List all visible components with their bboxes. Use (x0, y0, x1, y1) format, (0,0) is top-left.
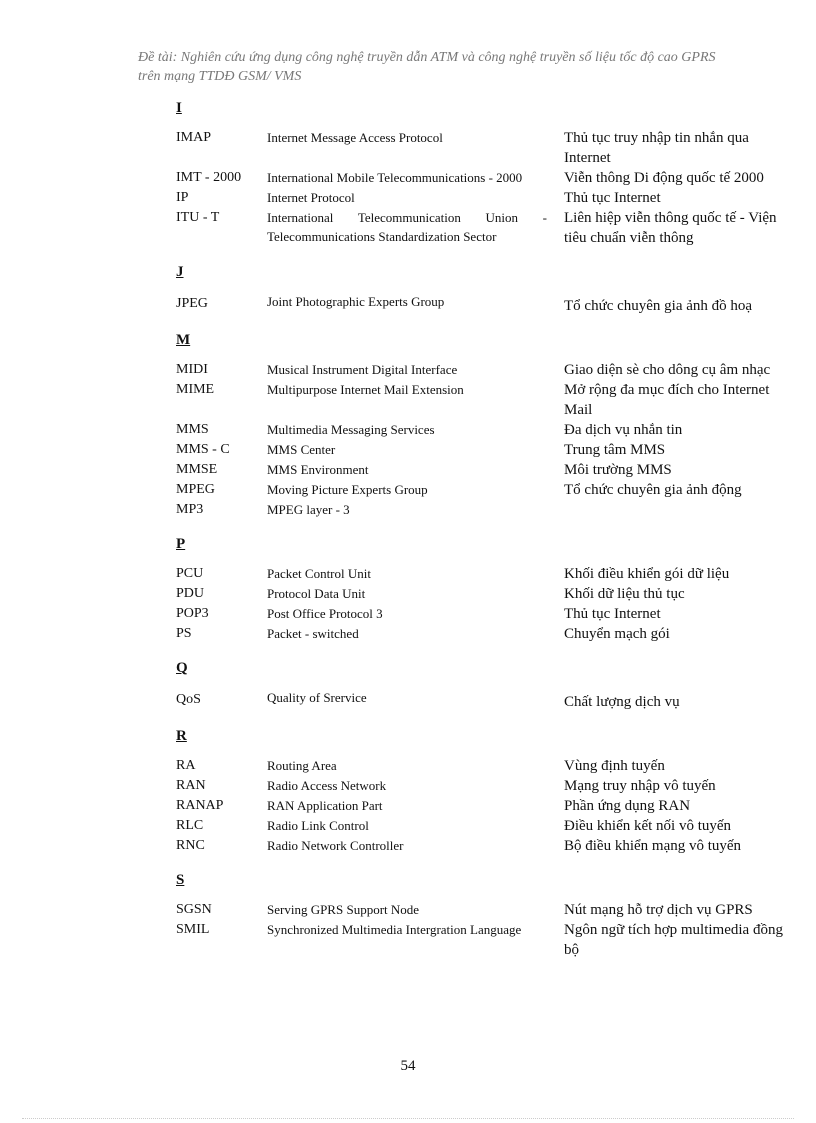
abbreviation: MMSE (176, 462, 218, 477)
vietnamese-term: Thủ tục Internet (564, 190, 661, 206)
english-term: Packet - switched (267, 626, 359, 641)
vietnamese-term: Tổ chức chuyên gia ảnh động (564, 482, 742, 498)
abbreviation: MMS (176, 422, 209, 437)
section-spacer (176, 316, 796, 330)
vietnamese-term: Chất lượng dịch vụ (564, 694, 680, 710)
abbreviation: RANAP (176, 798, 224, 813)
vietnamese-term: Mở rộng đa mục đích cho Internet Mail (564, 382, 770, 418)
glossary-entry (176, 604, 796, 624)
abbreviation: SGSN (176, 902, 212, 917)
glossary-entry (176, 380, 796, 420)
vietnamese-term: Liên hiệp viễn thông quốc tế - Viện tiêu chuẩn viễn thông (564, 210, 777, 246)
vietnamese-term: Ngôn ngữ tích hợp multimedia đồng bộ (564, 922, 783, 958)
glossary-section (176, 726, 796, 870)
glossary-entry (176, 500, 796, 520)
english-term: Musical Instrument Digital Interface (267, 362, 458, 377)
english-term: Multipurpose Internet Mail Extension (267, 382, 464, 397)
glossary-section (176, 262, 796, 330)
glossary-entry (176, 564, 796, 584)
vietnamese-term (564, 500, 792, 520)
section-letter: J (176, 264, 184, 280)
glossary-entry (176, 208, 796, 248)
vietnamese-term: Khối dữ liệu thủ tục (564, 586, 685, 602)
glossary-entry (176, 360, 796, 380)
section-letter: M (176, 332, 191, 348)
glossary-section (176, 658, 796, 726)
english-term: Moving Picture Experts Group (267, 482, 428, 497)
english-term: MMS Center (267, 442, 336, 457)
section-spacer (176, 856, 796, 870)
english-term: Post Office Protocol 3 (267, 606, 383, 621)
abbreviation: MPEG (176, 482, 215, 497)
glossary-entry (176, 292, 796, 316)
glossary-entry (176, 756, 796, 776)
english-term: MPEG layer - 3 (267, 502, 350, 517)
section-letter: P (176, 536, 186, 552)
glossary-entry (176, 836, 796, 856)
abbreviation: RAN (176, 778, 206, 793)
vietnamese-term: Đa dịch vụ nhắn tin (564, 422, 683, 438)
english-term: Quality of Srervice (267, 690, 367, 705)
vietnamese-term: Tổ chức chuyên gia ảnh đồ hoạ (564, 298, 753, 314)
abbreviation: QoS (176, 692, 201, 707)
abbreviation: MIME (176, 382, 215, 397)
vietnamese-term: Mạng truy nhập vô tuyến (564, 778, 716, 794)
vietnamese-term: Khối điều khiển gói dữ liệu (564, 566, 730, 582)
english-term: Radio Network Controller (267, 838, 404, 853)
section-letter: R (176, 728, 187, 744)
abbreviation: PS (176, 626, 192, 641)
section-spacer (176, 644, 796, 658)
section-letter: Q (176, 660, 188, 676)
document-header (138, 48, 738, 86)
glossary-entry (176, 420, 796, 440)
english-term: Internet Message Access Protocol (267, 130, 443, 145)
glossary-section (176, 330, 796, 534)
english-term: Synchronized Multimedia Intergration Language (267, 922, 522, 937)
english-term: Multimedia Messaging Services (267, 422, 435, 437)
abbreviation: POP3 (176, 606, 209, 621)
vietnamese-term: Vùng định tuyến (564, 758, 665, 774)
vietnamese-term: Trung tâm MMS (564, 442, 666, 458)
abbreviation: RLC (176, 818, 204, 833)
vietnamese-term: Môi trường MMS (564, 462, 672, 478)
english-term: Protocol Data Unit (267, 586, 366, 601)
glossary-entry (176, 816, 796, 836)
english-term: International Mobile Telecommunications - 2000 (267, 170, 523, 185)
english-term: Joint Photographic Experts Group (267, 294, 445, 309)
glossary-entry (176, 440, 796, 460)
abbreviation: PDU (176, 586, 205, 601)
english-term: Packet Control Unit (267, 566, 371, 581)
abbreviation: RNC (176, 838, 205, 853)
section-letter: I (176, 100, 182, 116)
glossary-entry (176, 688, 796, 712)
vietnamese-term: Thủ tục Internet (564, 606, 661, 622)
glossary-entry (176, 188, 796, 208)
glossary-entry (176, 900, 796, 920)
abbreviation: RA (176, 758, 196, 773)
abbreviation: MMS - C (176, 442, 230, 457)
english-term: Internet Protocol (267, 190, 355, 205)
vietnamese-term: Chuyển mạch gói (564, 626, 670, 642)
vietnamese-term: Bộ điều khiển mạng vô tuyến (564, 838, 742, 854)
english-term: Radio Access Network (267, 778, 387, 793)
glossary-entry (176, 624, 796, 644)
vietnamese-term: Điều khiển kết nối vô tuyến (564, 818, 732, 834)
footer-divider (22, 1118, 794, 1119)
document-title: Đề tài: Nghiên cứu ứng dụng công nghệ truyền dẫn ATM và công nghệ truyền số liệu tốc độ cao GPRS trên mạng TTDĐ GSM/ VMS (138, 50, 716, 84)
glossary-entry (176, 168, 796, 188)
glossary (176, 98, 796, 974)
glossary-section (176, 98, 796, 262)
abbreviation: JPEG (176, 296, 208, 311)
page-number: 54 (400, 1058, 416, 1074)
glossary-entry (176, 920, 796, 960)
vietnamese-term: Nút mạng hỗ trợ dịch vụ GPRS (564, 902, 753, 918)
glossary-entry (176, 796, 796, 816)
section-spacer (176, 520, 796, 534)
english-term: Serving GPRS Support Node (267, 902, 420, 917)
abbreviation: IMT - 2000 (176, 170, 242, 185)
glossary-section (176, 534, 796, 658)
section-spacer (176, 248, 796, 262)
vietnamese-term: Giao diện sè cho dông cụ âm nhạc (564, 362, 771, 378)
abbreviation: MIDI (176, 362, 208, 377)
abbreviation: PCU (176, 566, 204, 581)
vietnamese-term: Viễn thông Di động quốc tế 2000 (564, 170, 764, 186)
abbreviation: ITU - T (176, 210, 220, 225)
english-term: Routing Area (267, 758, 337, 773)
section-spacer (176, 712, 796, 726)
abbreviation: SMIL (176, 922, 210, 937)
vietnamese-term: Phần ứng dụng RAN (564, 798, 691, 814)
glossary-entry (176, 460, 796, 480)
english-term: RAN Application Part (267, 798, 383, 813)
english-term: International Telecommunication Union - Telecommunications Standardization Sector (267, 210, 547, 244)
glossary-entry (176, 584, 796, 604)
abbreviation: MP3 (176, 502, 204, 517)
abbreviation: IMAP (176, 130, 212, 145)
english-term: MMS Environment (267, 462, 369, 477)
section-spacer (176, 960, 796, 974)
glossary-entry (176, 776, 796, 796)
english-term: Radio Link Control (267, 818, 369, 833)
vietnamese-term: Thủ tục truy nhập tin nhắn qua Internet (564, 130, 749, 166)
abbreviation: IP (176, 190, 189, 205)
glossary-section (176, 870, 796, 974)
glossary-entry (176, 480, 796, 500)
section-letter: S (176, 872, 185, 888)
glossary-entry (176, 128, 796, 168)
